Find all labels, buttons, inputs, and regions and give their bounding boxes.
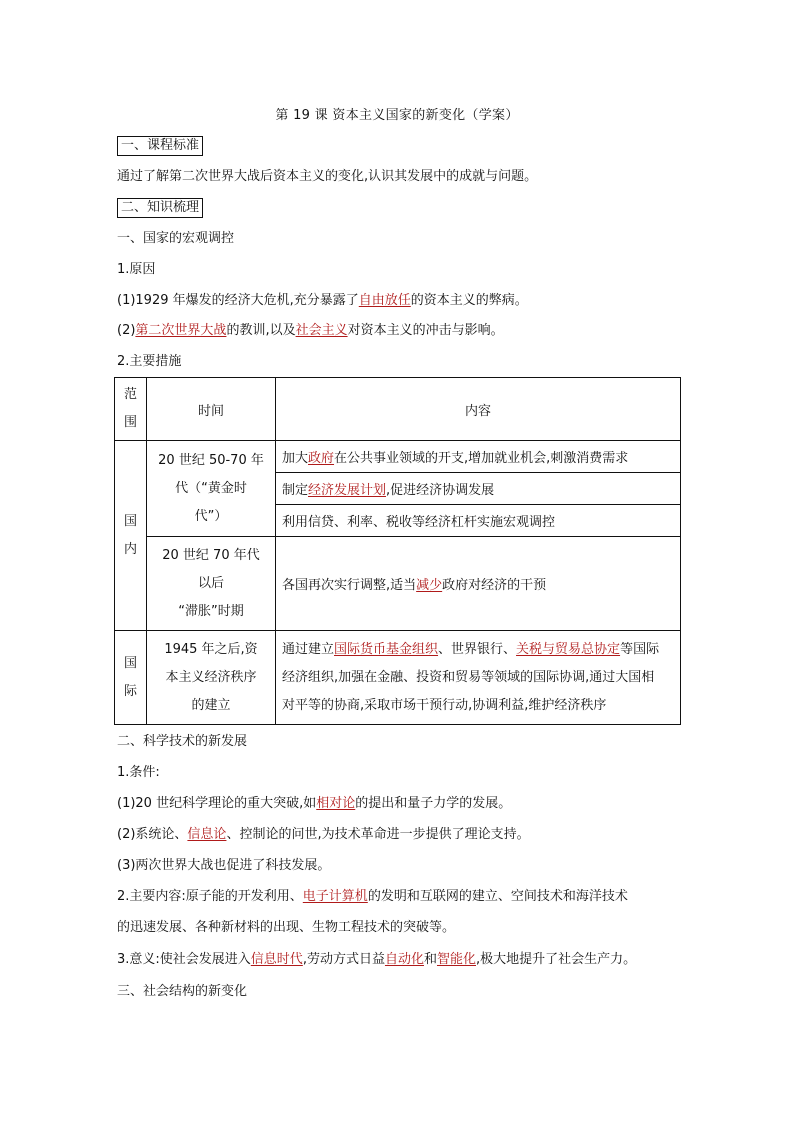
- text-fragment: 对资本主义的冲击与影响。: [347, 323, 504, 338]
- content-line: [282, 636, 676, 664]
- answer-text: 自动化: [384, 952, 424, 967]
- text-fragment: 和: [423, 952, 437, 967]
- table-row: [115, 631, 681, 725]
- table-row: [115, 441, 681, 473]
- time-line: 1945 年之后,资: [164, 641, 258, 657]
- answer-text: 电子计算机: [302, 889, 368, 904]
- time-line: “滞胀”时期: [178, 603, 244, 619]
- content-cell: [276, 473, 681, 505]
- page-title: 第 19 课 资本主义国家的新变化（学案）: [275, 108, 519, 123]
- measures-title: 2.主要措施: [117, 354, 182, 369]
- time-line: 代（“黄金时: [175, 480, 247, 496]
- text-fragment: (2)系统论、: [117, 827, 188, 842]
- answer-text: 相对论: [316, 796, 356, 811]
- content-cell: [276, 631, 681, 725]
- text-fragment: ,促进经济协调发展: [386, 483, 495, 498]
- part2-heading: 二、科学技术的新发展: [117, 734, 248, 749]
- text-fragment: 、控制论的问世,为技术革命进一步提供了理论支持。: [226, 827, 530, 842]
- content-cell: [276, 441, 681, 473]
- section-heading-boxed: 二、知识梳理: [117, 198, 203, 218]
- time-line: 以后: [197, 575, 224, 591]
- header-content: 内容: [276, 378, 681, 441]
- reason-1: [117, 292, 528, 310]
- part3-heading: 三、社会结构的新变化: [117, 984, 248, 999]
- content-line: 经济组织,加强在金融、投资和贸易等领域的国际协调,通过大国相: [282, 669, 655, 685]
- time-golden-age: [147, 441, 276, 537]
- text-fragment: 、世界银行、: [438, 641, 517, 657]
- text-fragment: (1)20 世纪科学理论的重大突破,如: [117, 796, 317, 811]
- answer-text: 政府: [308, 451, 335, 466]
- text-fragment: 通过建立: [282, 641, 335, 657]
- reason-title: 1.原因: [117, 262, 156, 277]
- condition-3: (3)两次世界大战也促进了科技发展。: [117, 858, 331, 873]
- text-fragment: 的资本主义的弊病。: [410, 293, 528, 308]
- scope-char: 际: [123, 683, 137, 699]
- header-char: 范: [123, 387, 137, 402]
- text-fragment: 制定: [282, 483, 309, 498]
- table-header-row: [115, 378, 681, 441]
- content-cell: 利用信贷、利率、税收等经济杠杆实施宏观调控: [276, 505, 681, 537]
- time-line: 20 世纪 50-70 年: [158, 452, 264, 468]
- time-line: 的建立: [191, 697, 231, 713]
- text-fragment: ,劳动方式日益: [302, 952, 385, 967]
- section-knowledge-review: [117, 198, 203, 218]
- header-scope: [115, 378, 147, 441]
- header-char: 围: [123, 415, 137, 430]
- text-fragment: 2.主要内容:原子能的开发利用、: [117, 889, 303, 904]
- text-fragment: 各国再次实行调整,适当: [282, 578, 417, 593]
- text-fragment: 政府对经济的干预: [442, 578, 547, 593]
- answer-text: 第二次世界大战: [135, 323, 227, 338]
- text-fragment: 等国际: [620, 641, 660, 657]
- main-content-line1: [117, 888, 628, 906]
- time-line: 代”）: [194, 508, 228, 524]
- scope-international: [115, 631, 147, 725]
- text-fragment: 在公共事业领域的开支,增加就业机会,刺激消费需求: [334, 451, 629, 466]
- answer-text: 信息时代: [250, 952, 303, 967]
- scope-char: 国: [123, 513, 137, 529]
- answer-text: 国际货币基金组织: [334, 641, 439, 657]
- answer-text: 社会主义: [295, 323, 348, 338]
- reason-2: [117, 322, 504, 340]
- time-line: 20 世纪 70 年代: [162, 547, 260, 563]
- part1-heading: 一、国家的宏观调控: [117, 231, 235, 246]
- scope-char: 国: [123, 655, 137, 671]
- curriculum-text: 通过了解第二次世界大战后资本主义的变化,认识其发展中的成就与问题。: [117, 169, 538, 184]
- text-fragment: 的教训,以及: [226, 323, 296, 338]
- text-fragment: 的发明和互联网的建立、空间技术和海洋技术: [367, 889, 628, 904]
- condition-2: [117, 826, 530, 844]
- time-postwar-order: [147, 631, 276, 725]
- table-row: [115, 537, 681, 631]
- answer-text: 自由放任: [358, 293, 411, 308]
- condition-1: [117, 795, 511, 813]
- section-heading-boxed: 一、课程标准: [117, 136, 203, 156]
- answer-text: 经济发展计划: [308, 483, 387, 498]
- condition-title: 1.条件:: [117, 765, 160, 780]
- text-fragment: (2): [117, 323, 136, 338]
- scope-char: 内: [123, 541, 137, 557]
- text-fragment: 3.意义:使社会发展进入: [117, 952, 251, 967]
- text-fragment: (1)1929 年爆发的经济大危机,充分暴露了: [117, 293, 359, 308]
- header-time: 时间: [147, 378, 276, 441]
- time-stagflation: [147, 537, 276, 631]
- text-fragment: 加大: [282, 451, 309, 466]
- answer-text: 信息论: [187, 827, 227, 842]
- content-cell: [276, 537, 681, 631]
- content-line: 对平等的协商,采取市场干预行动,协调利益,维护经济秩序: [282, 697, 607, 713]
- time-line: 本主义经济秩序: [165, 669, 257, 685]
- text-fragment: ,极大地提升了社会生产力。: [476, 952, 637, 967]
- significance: [117, 951, 636, 969]
- scope-domestic: [115, 441, 147, 631]
- answer-text: 关税与贸易总协定: [516, 641, 621, 657]
- answer-text: 智能化: [436, 952, 476, 967]
- measures-table: [114, 377, 681, 725]
- text-fragment: 的提出和量子力学的发展。: [355, 796, 512, 811]
- answer-text: 减少: [416, 578, 443, 593]
- main-content-line2: 的迅速发展、各种新材料的出现、生物工程技术的突破等。: [117, 920, 456, 935]
- section-curriculum-standard: [117, 136, 203, 156]
